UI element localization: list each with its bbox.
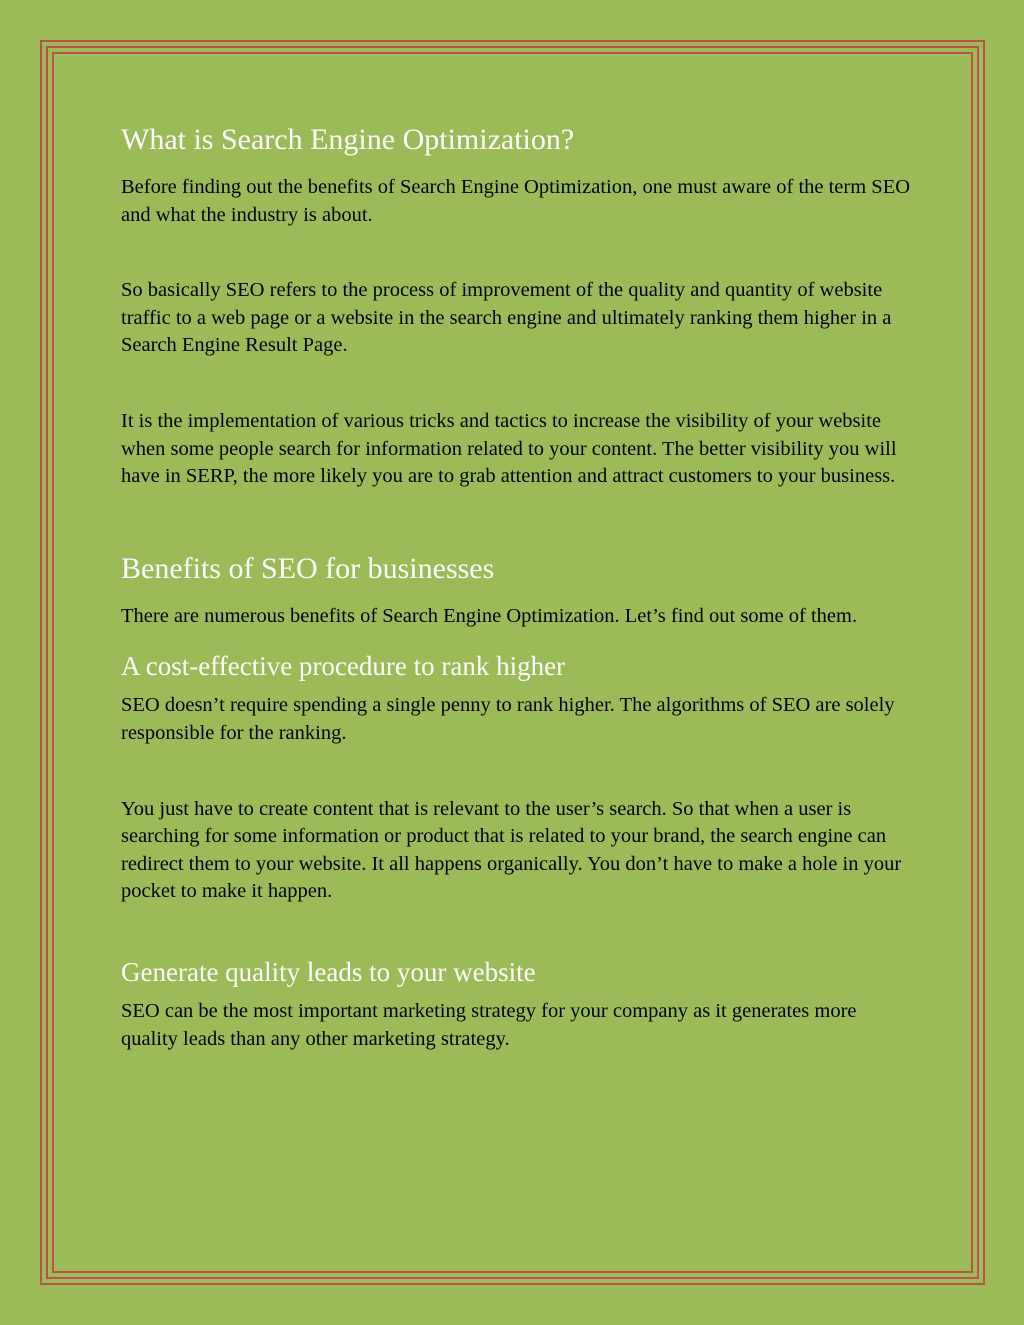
paragraph-cost-effective-1: SEO doesn’t require spending a single penny to rank higher. The algorithms of SEO are solely responsible for the ranking. [121, 694, 895, 744]
heading-benefits: Benefits of SEO for businesses [121, 551, 495, 585]
heading-what-is-seo: What is Search Engine Optimization? [121, 123, 575, 156]
paragraph-seo-intro: Before finding out the benefits of Search Engine Optimization, one must aware of the term SEO and what the industry is about. [121, 176, 911, 226]
paragraph-seo-visibility: It is the implementation of various tricks and tactics to increase the visibility of your website when some people search for information related to your content. The better visibility you will have in SERP, the more likely you are to grab attention and attract customers to your business. [121, 409, 897, 488]
paragraph-seo-definition: So basically SEO refers to the process of improvement of the quality and quantity of website traffic to a web page or a website in the search engine and ultimately ranking them higher in a Search Engine Result Page. [121, 279, 892, 357]
heading-quality-leads: Generate quality leads to your website [121, 956, 536, 987]
paragraph-benefits-intro: There are numerous benefits of Search Engine Optimization. Let’s find out some of them. [121, 604, 858, 627]
paragraph-quality-leads: SEO can be the most important marketing strategy for your company as it generates more quality leads than any other marketing strategy. [121, 999, 857, 1050]
document-content [121, 120, 911, 1053]
paragraph-cost-effective-2: You just have to create content that is relevant to the user’s search. So that when a user is searching for some information or product that is related to your brand, the search engine can redirect them to your website. It all happens organically. You don’t have to make a hole in your pocket to make it happen. [121, 797, 902, 903]
heading-cost-effective: A cost-effective procedure to rank higher [121, 651, 566, 682]
